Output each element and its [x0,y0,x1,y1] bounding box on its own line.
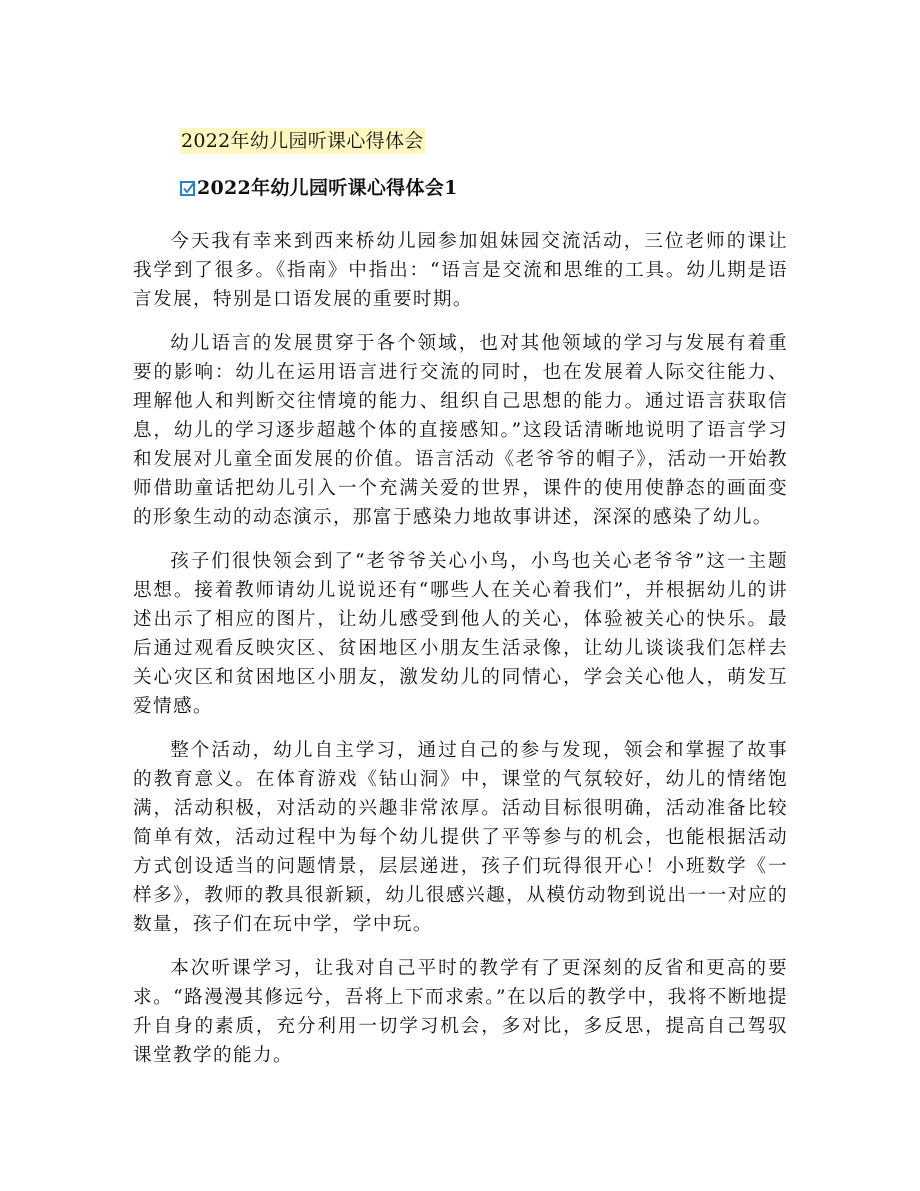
section-heading [180,175,458,201]
section-heading-text: 2022年幼儿园听课心得体会1 [197,177,458,199]
paragraph: 整个活动，幼儿自主学习，通过自己的参与发现，领会和掌握了故事的教育意义。在体育游戏《钻山洞》中，课堂的气氛较好，幼儿的情绪饱满，活动积极，对活动的兴趣非常浓厚。活动目标很明确，活动准备比较简单有效，活动过程中为每个幼儿提供了平等参与的机会，也能根据活动方式创设适当的问题情景，层层递进，孩子们玩得很开心！小班数学《一样多》，教师的教具很新颖，幼儿很感兴趣，从模仿动物到说出一一对应的数量，孩子们在玩中学，学中玩。 [133,740,788,935]
paragraph: 今天我有幸来到西来桥幼儿园参加姐妹园交流活动，三位老师的课让我学到了很多。《指南》中指出：“语言是交流和思维的工具。幼儿期是语言发展，特别是口语发展的重要时期。 [133,231,788,310]
paragraph: 本次听课学习，让我对自己平时的教学有了更深刻的反省和更高的要求。“路漫漫其修远兮，吾将上下而求索。”在以后的教学中，我将不断地提升自身的素质，充分利用一切学习机会，多对比，多反思，提高自己驾驭课堂教学的能力。 [133,958,788,1066]
paragraph: 孩子们很快领会到了“老爷爷关心小鸟，小鸟也关心老爷爷”这一主题思想。接着教师请幼儿说说还有“哪些人在关心着我们”，并根据幼儿的讲述出示了相应的图片，让幼儿感受到他人的关心，体验被关心的快乐。最后通过观看反映灾区、贫困地区小朋友生活录像，让幼儿谈谈我们怎样去关心灾区和贫困地区小朋友，激发幼儿的同情心，学会关心他人，萌发互爱情感。 [133,551,788,717]
paragraph: 幼儿语言的发展贯穿于各个领域，也对其他领域的学习与发展有着重要的影响：幼儿在运用语言进行交流的同时，也在发展着人际交往能力、理解他人和判断交往情境的能力、组织自己思想的能力。通过语言获取信息，幼儿的学习逐步超越个体的直接感知。”这段话清晰地说明了语言学习和发展对儿童全面发展的价值。语言活动《老爷爷的帽子》，活动一开始教师借助童话把幼儿引入一个充满关爱的世界，课件的使用使静态的画面变的形象生动的动态演示，那富于感染力地故事讲述，深深的感染了幼儿。 [133,333,788,528]
document-body [133,227,788,1085]
checked-checkbox-icon [180,181,195,196]
document-title: 2022年幼儿园听课心得体会 [181,130,424,152]
